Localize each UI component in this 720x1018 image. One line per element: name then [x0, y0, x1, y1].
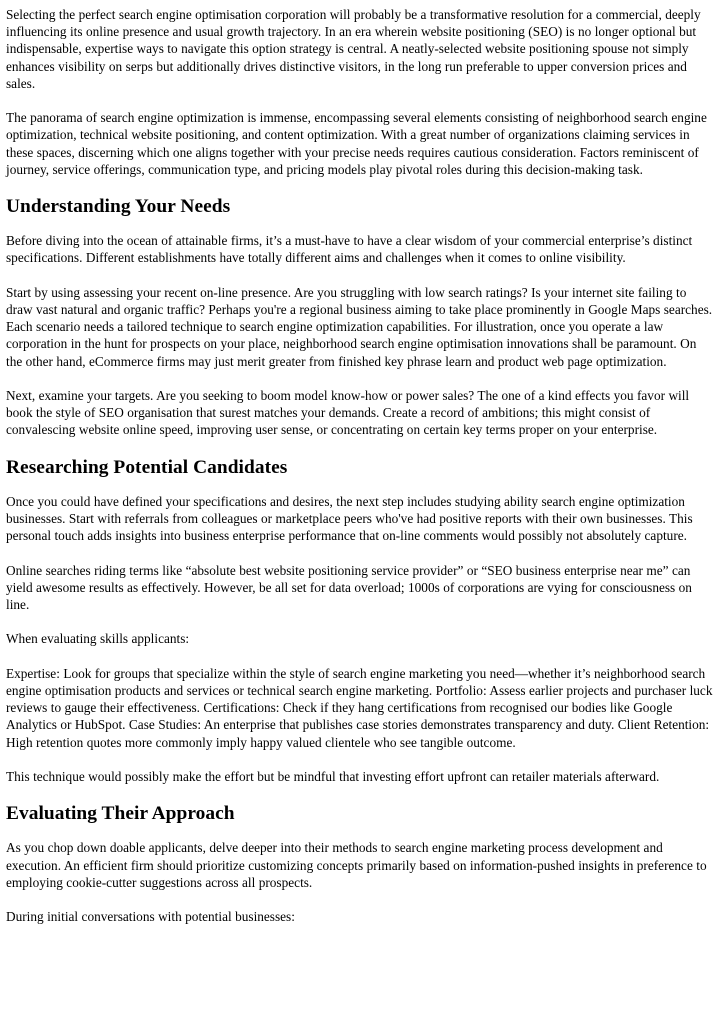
body-paragraph: The panorama of search engine optimization is immense, encompassing several elements consisting of neighborhood search engine optimization, technical website positioning, and content optimization. With a great number of organizations claiming services in these spaces, discerning which one aligns together with your precise needs requires cautious consideration. Factors reminiscent of journey, service offerings, communication type, and pricing models play pivotal roles during this decision-making task. [6, 110, 707, 177]
body-paragraph: Once you could have defined your specifications and desires, the next step includes studying ability search engine optimization businesses. Start with referrals from colleagues or marketplace peers who've had positive reports with their own businesses. This personal touch adds insights into business enterprise performance that on-line comments would possibly not absolutely capture. [6, 493, 693, 544]
section-heading-researching-potential-candidates: Researching Potential Candidates [6, 456, 288, 478]
body-paragraph: Start by using assessing your recent on-line presence. Are you struggling with low search ratings? Is your internet site failing to draw vast natural and organic traffic? Perhaps you're a regional business aiming to take place prominently in Google Maps searches. Each scenario needs a tailored technique to search engine optimization capabilities. For illustration, once you operate a law corporation in the hunt for prospects on your place, neighborhood search engine optimisation innovations shall be paramount. On the other hand, eCommerce firms may just merit greater from finished key phrase learn and product web page optimization. [6, 284, 713, 369]
section-heading-evaluating-their-approach: Evaluating Their Approach [6, 803, 235, 825]
body-paragraph: Before diving into the ocean of attainable firms, it’s a must-have to have a clear wisdom of your commercial enterprise’s distinct specifications. Different establishments have totally different aims and challenges when it comes to online visibility. [6, 233, 693, 266]
body-paragraph: Online searches riding terms like “absolute best website positioning service provider” or “SEO business enterprise near me” can yield awesome results as effectively. However, be all set for data overload; 1000s of corporations are vying for consciousness on line. [6, 562, 692, 612]
body-paragraph: This technique would possibly make the effort but be mindful that investing effort upfront can retailer materials afterward. [6, 768, 660, 784]
body-paragraph: Selecting the perfect search engine optimisation corporation will probably be a transformative resolution for a commercial, deeply influencing its online presence and usual growth trajectory. In an era wherein website positioning (SEO) is no longer optional but indispensable, expertise ways to navigate this option strategy is central. A neatly-selected website positioning spouse not simply enhances visibility on serps but additionally drives distinctive visitors, in the long run preferable to upper conversion prices and sales. [6, 7, 701, 91]
section-heading-understanding-your-needs: Understanding Your Needs [6, 196, 231, 218]
body-paragraph-lead-in: When evaluating skills applicants: [6, 631, 190, 647]
body-paragraph: Next, examine your targets. Are you seeking to boom model know-how or power sales? The one of a kind effects you favor will book the style of SEO organisation that surest matches your demands. Create a record of ambitions; this might consist of convalescing website online speed, improving user sense, or concentrating on certain key terms proper on your enterprise. [6, 388, 690, 438]
body-paragraph: As you chop down doable applicants, delve deeper into their methods to search engine marketing process development and execution. An efficient firm should prioritize customizing concepts primarily based on information-pushed insights in preference to employing cookie-cutter suggestions across all prospects. [6, 840, 707, 890]
body-paragraph-criteria-list: Expertise: Look for groups that specialize within the style of search engine marketing you need—whether it’s neighborhood search engine optimisation products and services or technical search engine marketing. Portfolio: Assess earlier projects and purchaser luck reviews to gauge their effectiveness. Certifications: Check if they hang certifications from recognised our bodies like Google Analytics or HubSpot. Case Studies: An enterprise that publishes case stories demonstrates transparency and duty. Client Retention: High retention quotes more commonly imply happy valued clientele who see tangible outcome. [6, 665, 713, 750]
body-paragraph-lead-in: During initial conversations with potential businesses: [6, 909, 295, 925]
